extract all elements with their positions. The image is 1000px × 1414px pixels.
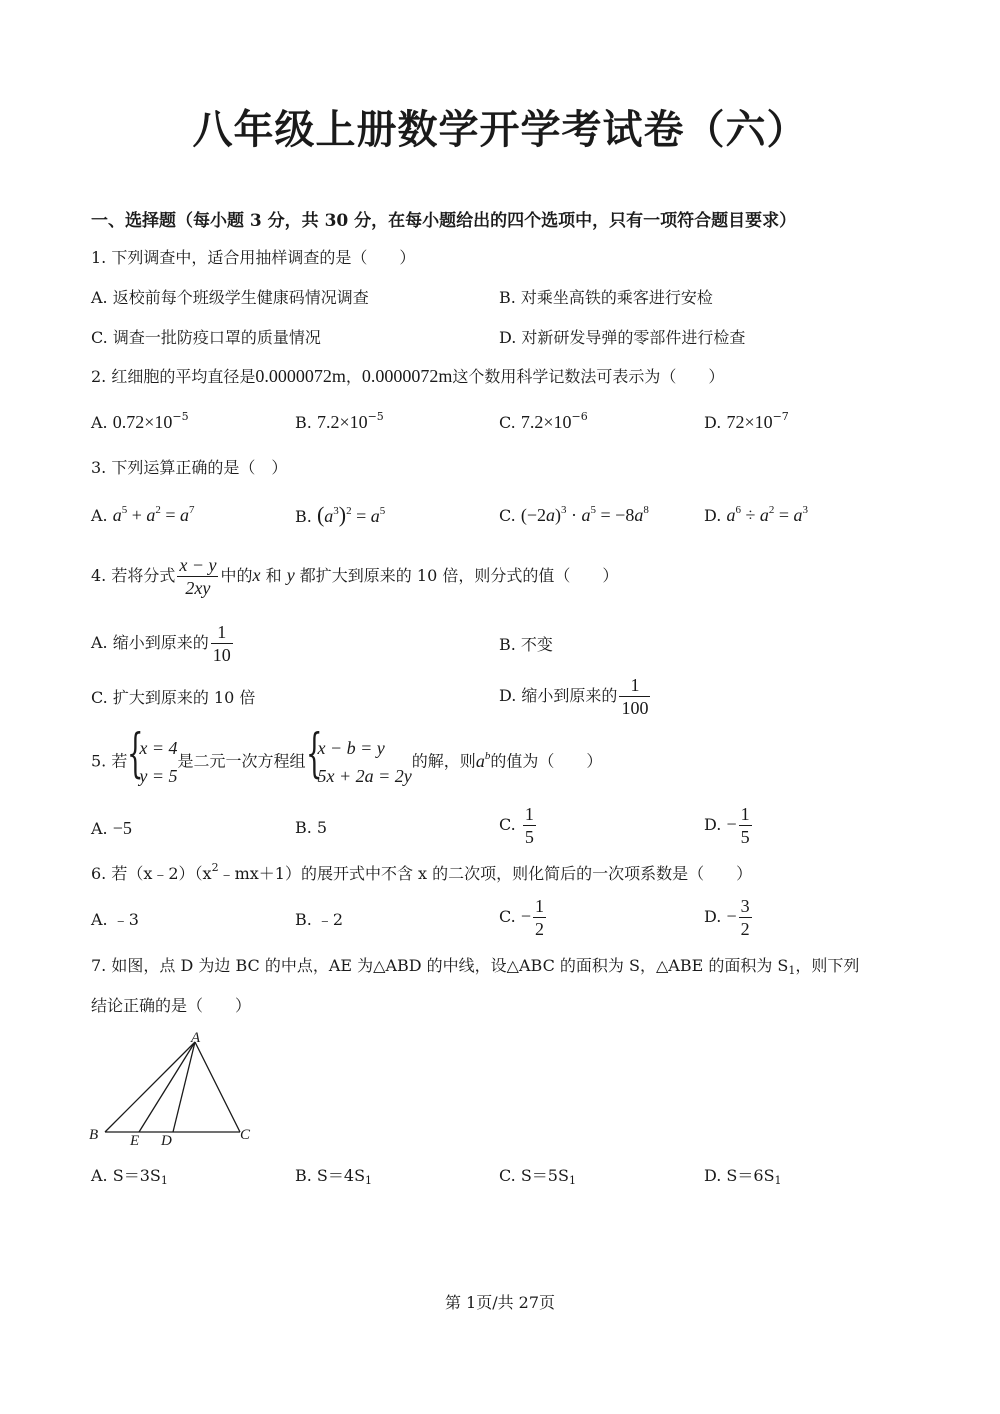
question-7-stem-line1: 7. 如图，点 D 为边 BC 的中点，AE 为△ABD 的中线，设△ABC 的面积为 S，△ABE 的面积为 $S_1$，则下列 — [91, 956, 860, 977]
question-5-stem: 5. 若 { x = 4 y = 5 是二元一次方程组 { x − b = y 5x + 2a = 2y 的解，则$a^b$的值为（ ） — [91, 724, 603, 786]
question-2-option-a: A. $0.72\times 10^{-5}$ — [91, 410, 189, 432]
question-1-stem: 1. 下列调查中，适合用抽样调查的是（ ） — [91, 248, 416, 267]
question-2-option-d: D. $72\times 10^{-7}$ — [704, 410, 789, 432]
question-1-option-b: B. 对乘坐高铁的乘客进行安检 — [499, 288, 713, 307]
question-6-option-d: D. − $\frac{3}{2}$ — [704, 896, 750, 939]
question-5-option-b: B. 5 — [295, 818, 328, 837]
question-7-stem-line2: 结论正确的是（ ） — [91, 996, 252, 1015]
label-e: E — [130, 1133, 140, 1149]
question-2-option-c: C. $7.2\times 10^{-6}$ — [499, 410, 588, 432]
label-d: D — [161, 1133, 172, 1149]
segment-ac — [195, 1042, 240, 1132]
question-3-option-a: A. $a^5 + a^2 = a^7$ — [91, 504, 195, 525]
label-b: B — [89, 1127, 99, 1143]
question-7-option-a: A. $S=3S_1$ — [91, 1166, 168, 1187]
question-2-stem: 2. 红细胞的平均直径是0.0000072m，0.0000072m这个数用科学记数法可表示为（ ） — [91, 366, 725, 386]
page-footer: 第 1页/共 27页 — [444, 1293, 556, 1312]
question-5-option-d: D. − $\frac{1}{5}$ — [704, 804, 750, 847]
question-3-stem: 3. 下列运算正确的是（ ） — [91, 458, 288, 477]
question-3-option-b: B. $(a^3)^2 = a^5$ — [295, 502, 386, 527]
question-1-option-c: C. 调查一批防疫口罩的质量情况 — [91, 328, 321, 347]
question-5-option-a: A. −5 — [91, 818, 132, 838]
triangle-figure — [85, 1028, 265, 1153]
question-1-option-a: A. 返校前每个班级学生健康码情况调查 — [91, 288, 369, 307]
question-6-stem: 6. 若$(x﹣2)(x^2﹣mx+1)$的展开式中不含 x 的二次项，则化简后的一次项系数是（ ） — [91, 861, 753, 883]
question-6-option-c: C. − $\frac{1}{2}$ — [499, 896, 545, 939]
question-6-option-a: A. ﹣3 — [91, 910, 139, 929]
question-4-option-c: C. 扩大到原来的 10 倍 — [91, 688, 256, 707]
question-3-option-d: D. $a^6 \div a^2 = a^3$ — [704, 504, 808, 525]
question-4-option-d: D. 缩小到原来的 $\frac{1}{100}$ — [499, 675, 649, 718]
question-3-option-c: C. $(-2a)^3 \cdot a^5 = -8a^8$ — [499, 504, 649, 525]
question-7-option-c: C. $S=5S_1$ — [499, 1166, 576, 1187]
segment-ad — [173, 1042, 195, 1132]
question-7-option-d: D. $S=6S_1$ — [704, 1166, 782, 1187]
section-heading: 一、选择题（每小题 3 分，共 30 分，在每小题给出的四个选项中，只有一项符合题目要求） — [91, 211, 797, 231]
question-6-option-b: B. ﹣2 — [295, 910, 344, 929]
question-5-option-c: C. $\frac{1}{5}$ — [499, 804, 534, 847]
question-7-option-b: B. $S=4S_1$ — [295, 1166, 373, 1187]
segment-ab — [105, 1042, 195, 1132]
label-c: C — [240, 1127, 251, 1143]
question-4-option-b: B. 不变 — [499, 635, 553, 654]
page-title: 八年级上册数学开学考试卷（六） — [192, 107, 808, 153]
label-a: A — [191, 1030, 201, 1046]
question-4-stem: 4. 若将分式 $\frac{x - y}{2xy}$ 中的x 和 y 都扩大到原来的 10 倍，则分式的值（ ） — [91, 555, 619, 598]
question-4-option-a: A. 缩小到原来的 $\frac{1}{10}$ — [91, 622, 231, 665]
segment-ae — [139, 1042, 195, 1132]
question-2-option-b: B. $7.2\times 10^{-5}$ — [295, 410, 384, 432]
question-1-option-d: D. 对新研发导弹的零部件进行检查 — [499, 328, 746, 347]
